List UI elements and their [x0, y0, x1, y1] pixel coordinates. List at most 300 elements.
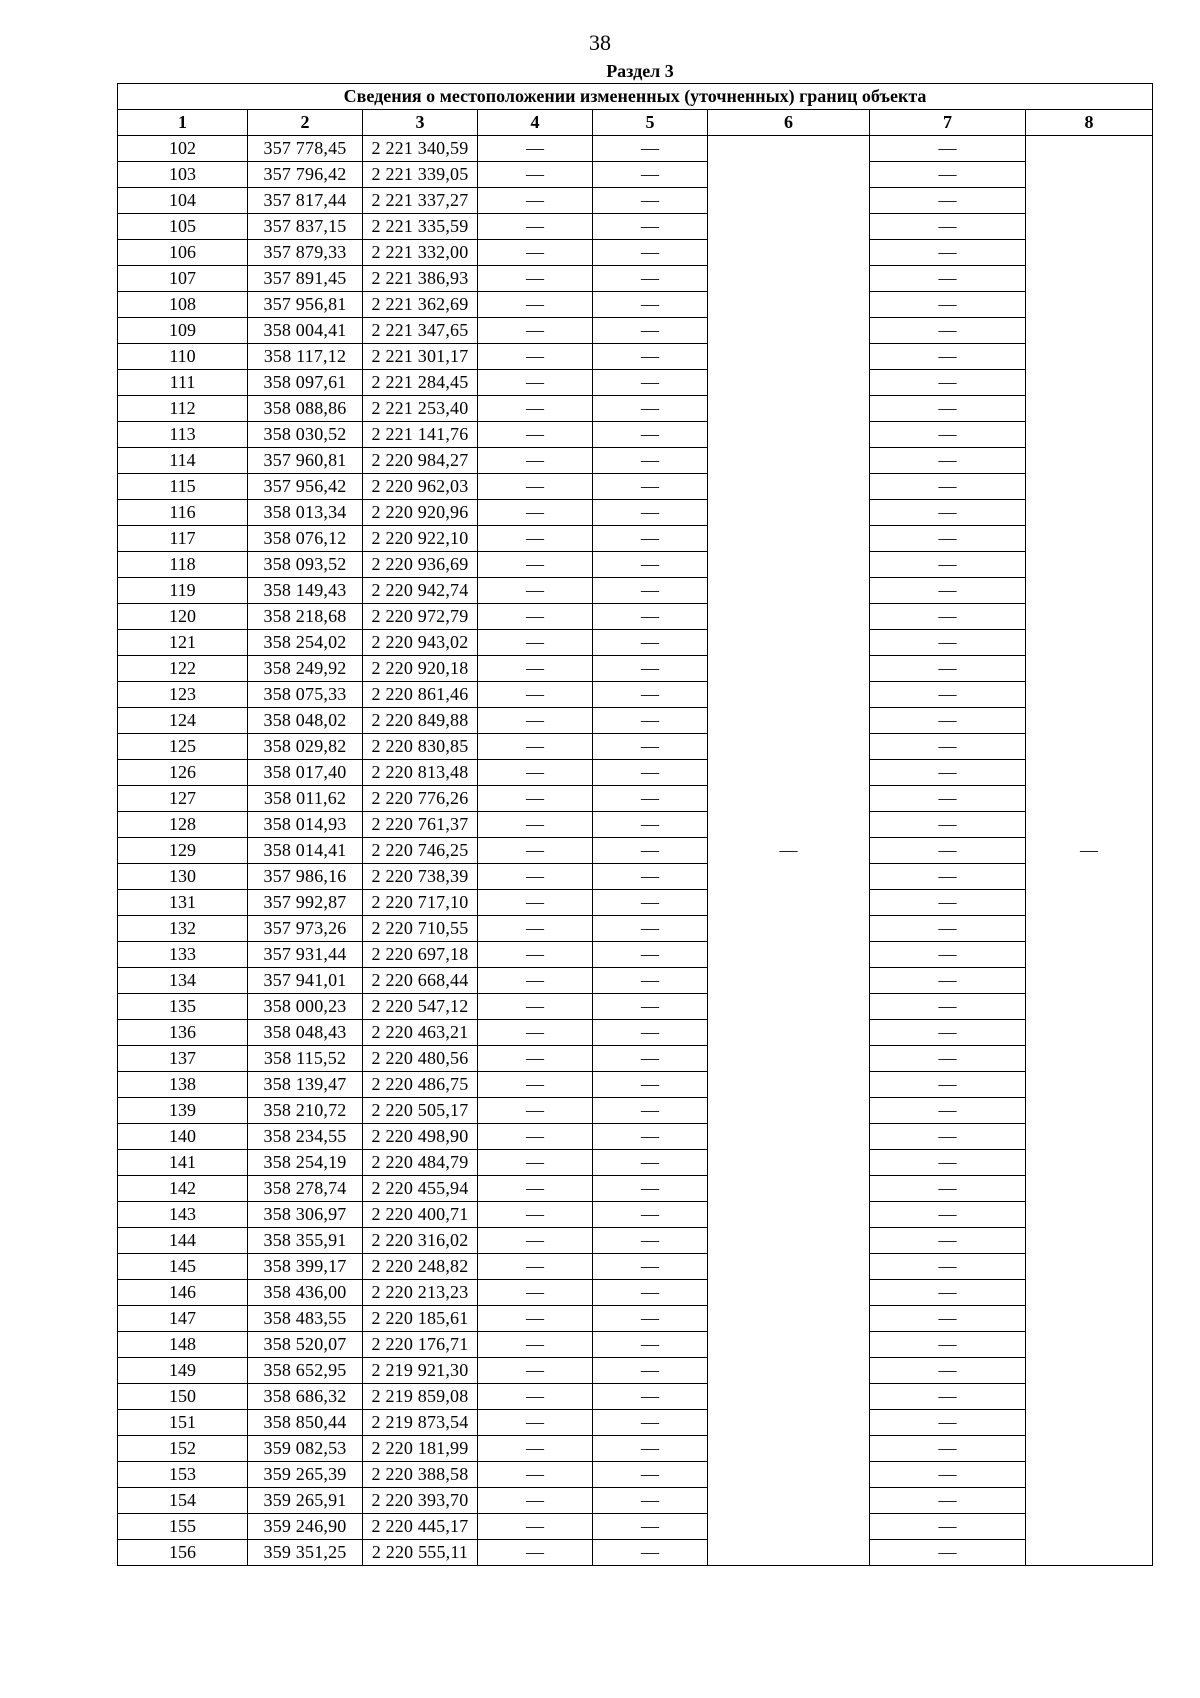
column-4-dash-cell: — — [478, 864, 593, 890]
column-7-dash-cell: — — [870, 1280, 1026, 1306]
point-number-cell: 124 — [118, 708, 248, 734]
table-row — [118, 266, 1153, 292]
column-7-dash-cell: — — [870, 1202, 1026, 1228]
point-number-cell: 123 — [118, 682, 248, 708]
coordinate-x-cell: 358 004,41 — [248, 318, 363, 344]
column-7-dash-cell: — — [870, 1098, 1026, 1124]
column-7-dash-cell: — — [870, 136, 1026, 162]
column-7-dash-cell: — — [870, 916, 1026, 942]
table-row — [118, 188, 1153, 214]
point-number-cell: 131 — [118, 890, 248, 916]
point-number-cell: 104 — [118, 188, 248, 214]
table-row — [118, 396, 1153, 422]
column-header-8: 8 — [1026, 110, 1153, 136]
point-number-cell: 107 — [118, 266, 248, 292]
table-row — [118, 1332, 1153, 1358]
column-4-dash-cell: — — [478, 1332, 593, 1358]
column-4-dash-cell: — — [478, 630, 593, 656]
point-number-cell: 118 — [118, 552, 248, 578]
column-5-dash-cell: — — [593, 318, 708, 344]
column-4-dash-cell: — — [478, 1462, 593, 1488]
column-5-dash-cell: — — [593, 760, 708, 786]
column-5-dash-cell: — — [593, 344, 708, 370]
coordinate-y-cell: 2 220 936,69 — [363, 552, 478, 578]
coordinate-x-cell: 358 218,68 — [248, 604, 363, 630]
column-7-dash-cell: — — [870, 214, 1026, 240]
point-number-cell: 153 — [118, 1462, 248, 1488]
coordinate-x-cell: 358 254,19 — [248, 1150, 363, 1176]
column-5-dash-cell: — — [593, 682, 708, 708]
coordinate-x-cell: 358 048,02 — [248, 708, 363, 734]
point-number-cell: 139 — [118, 1098, 248, 1124]
coordinate-x-cell: 358 014,41 — [248, 838, 363, 864]
coordinate-x-cell: 357 778,45 — [248, 136, 363, 162]
column-7-dash-cell: — — [870, 942, 1026, 968]
coordinate-y-cell: 2 220 547,12 — [363, 994, 478, 1020]
table-row — [118, 552, 1153, 578]
table-row — [118, 630, 1153, 656]
column-7-dash-cell: — — [870, 1254, 1026, 1280]
table-row — [118, 370, 1153, 396]
coordinate-x-cell: 358 210,72 — [248, 1098, 363, 1124]
coordinate-y-cell: 2 220 710,55 — [363, 916, 478, 942]
point-number-cell: 136 — [118, 1020, 248, 1046]
coordinate-y-cell: 2 221 253,40 — [363, 396, 478, 422]
coordinate-y-cell: 2 220 486,75 — [363, 1072, 478, 1098]
column-4-dash-cell: — — [478, 240, 593, 266]
table-row — [118, 318, 1153, 344]
coordinate-y-cell: 2 221 335,59 — [363, 214, 478, 240]
point-number-cell: 110 — [118, 344, 248, 370]
coordinate-y-cell: 2 220 920,18 — [363, 656, 478, 682]
column-4-dash-cell: — — [478, 318, 593, 344]
column-5-dash-cell: — — [593, 1280, 708, 1306]
column-4-dash-cell: — — [478, 396, 593, 422]
table-row — [118, 864, 1153, 890]
column-5-dash-cell: — — [593, 1176, 708, 1202]
column-4-dash-cell: — — [478, 370, 593, 396]
point-number-cell: 106 — [118, 240, 248, 266]
column-7-dash-cell: — — [870, 318, 1026, 344]
column-7-dash-cell: — — [870, 240, 1026, 266]
coordinate-x-cell: 358 254,02 — [248, 630, 363, 656]
column-7-dash-cell: — — [870, 760, 1026, 786]
column-4-dash-cell: — — [478, 266, 593, 292]
column-4-dash-cell: — — [478, 500, 593, 526]
column-5-dash-cell: — — [593, 656, 708, 682]
column-5-dash-cell: — — [593, 422, 708, 448]
coordinate-x-cell: 358 097,61 — [248, 370, 363, 396]
column-7-dash-cell: — — [870, 396, 1026, 422]
column-4-dash-cell: — — [478, 1150, 593, 1176]
point-number-cell: 137 — [118, 1046, 248, 1072]
table-row — [118, 500, 1153, 526]
point-number-cell: 142 — [118, 1176, 248, 1202]
column-5-dash-cell: — — [593, 942, 708, 968]
table-row — [118, 1514, 1153, 1540]
column-7-dash-cell: — — [870, 1332, 1026, 1358]
column-5-dash-cell: — — [593, 968, 708, 994]
coordinate-x-cell: 358 652,95 — [248, 1358, 363, 1384]
point-number-cell: 105 — [118, 214, 248, 240]
point-number-cell: 144 — [118, 1228, 248, 1254]
column-4-dash-cell: — — [478, 578, 593, 604]
table-row — [118, 474, 1153, 500]
column-4-dash-cell: — — [478, 1514, 593, 1540]
coordinates-table — [117, 83, 1153, 1566]
coordinate-y-cell: 2 221 337,27 — [363, 188, 478, 214]
coordinate-x-cell: 358 048,43 — [248, 1020, 363, 1046]
column-5-dash-cell: — — [593, 1436, 708, 1462]
coordinate-x-cell: 358 030,52 — [248, 422, 363, 448]
table-row — [118, 1176, 1153, 1202]
column-7-dash-cell: — — [870, 1436, 1026, 1462]
table-row — [118, 578, 1153, 604]
column-5-dash-cell: — — [593, 890, 708, 916]
column-7-dash-cell: — — [870, 266, 1026, 292]
table-row — [118, 344, 1153, 370]
column-5-dash-cell: — — [593, 1306, 708, 1332]
coordinate-y-cell: 2 221 141,76 — [363, 422, 478, 448]
coordinate-x-cell: 358 520,07 — [248, 1332, 363, 1358]
table-row — [118, 1124, 1153, 1150]
coordinate-y-cell: 2 221 386,93 — [363, 266, 478, 292]
column-4-dash-cell: — — [478, 942, 593, 968]
point-number-cell: 149 — [118, 1358, 248, 1384]
coordinate-y-cell: 2 220 505,17 — [363, 1098, 478, 1124]
column-7-dash-cell: — — [870, 864, 1026, 890]
column-5-dash-cell: — — [593, 604, 708, 630]
column-4-dash-cell: — — [478, 552, 593, 578]
column-4-dash-cell: — — [478, 188, 593, 214]
point-number-cell: 112 — [118, 396, 248, 422]
coordinate-x-cell: 357 891,45 — [248, 266, 363, 292]
column-4-dash-cell: — — [478, 890, 593, 916]
column-5-dash-cell: — — [593, 1384, 708, 1410]
point-number-cell: 108 — [118, 292, 248, 318]
point-number-cell: 141 — [118, 1150, 248, 1176]
column-4-dash-cell: — — [478, 708, 593, 734]
column-4-dash-cell: — — [478, 682, 593, 708]
column-4-dash-cell: — — [478, 292, 593, 318]
table-row — [118, 136, 1153, 162]
column-5-dash-cell: — — [593, 1020, 708, 1046]
column-6-merged-cell: — — [708, 136, 870, 1566]
column-7-dash-cell: — — [870, 1150, 1026, 1176]
point-number-cell: 138 — [118, 1072, 248, 1098]
coordinate-x-cell: 359 351,25 — [248, 1540, 363, 1566]
column-4-dash-cell: — — [478, 526, 593, 552]
coordinate-x-cell: 358 139,47 — [248, 1072, 363, 1098]
table-row — [118, 526, 1153, 552]
coordinate-x-cell: 357 956,81 — [248, 292, 363, 318]
column-5-dash-cell: — — [593, 188, 708, 214]
column-7-dash-cell: — — [870, 448, 1026, 474]
coordinate-y-cell: 2 220 746,25 — [363, 838, 478, 864]
coordinate-x-cell: 358 017,40 — [248, 760, 363, 786]
point-number-cell: 128 — [118, 812, 248, 838]
point-number-cell: 102 — [118, 136, 248, 162]
coordinate-y-cell: 2 221 339,05 — [363, 162, 478, 188]
table-row — [118, 1202, 1153, 1228]
coordinate-y-cell: 2 221 347,65 — [363, 318, 478, 344]
column-4-dash-cell: — — [478, 448, 593, 474]
coordinate-x-cell: 358 117,12 — [248, 344, 363, 370]
column-5-dash-cell: — — [593, 448, 708, 474]
coordinate-y-cell: 2 220 830,85 — [363, 734, 478, 760]
table-row — [118, 1098, 1153, 1124]
column-7-dash-cell: — — [870, 786, 1026, 812]
coordinate-x-cell: 357 992,87 — [248, 890, 363, 916]
coordinate-x-cell: 358 029,82 — [248, 734, 363, 760]
coordinate-x-cell: 358 850,44 — [248, 1410, 363, 1436]
coordinate-x-cell: 358 093,52 — [248, 552, 363, 578]
column-7-dash-cell: — — [870, 500, 1026, 526]
page-number: 38 — [589, 30, 611, 55]
table-row — [118, 1358, 1153, 1384]
column-5-dash-cell: — — [593, 864, 708, 890]
column-5-dash-cell: — — [593, 1202, 708, 1228]
column-7-dash-cell: — — [870, 578, 1026, 604]
point-number-cell: 130 — [118, 864, 248, 890]
table-row — [118, 422, 1153, 448]
column-5-dash-cell: — — [593, 630, 708, 656]
point-number-cell: 133 — [118, 942, 248, 968]
column-7-dash-cell: — — [870, 370, 1026, 396]
column-header-7: 7 — [870, 110, 1026, 136]
column-5-dash-cell: — — [593, 136, 708, 162]
column-5-dash-cell: — — [593, 1332, 708, 1358]
coordinate-y-cell: 2 219 873,54 — [363, 1410, 478, 1436]
point-number-cell: 109 — [118, 318, 248, 344]
coordinate-y-cell: 2 220 480,56 — [363, 1046, 478, 1072]
table-row — [118, 1072, 1153, 1098]
column-5-dash-cell: — — [593, 734, 708, 760]
column-header-2: 2 — [248, 110, 363, 136]
coordinate-x-cell: 358 075,33 — [248, 682, 363, 708]
column-4-dash-cell: — — [478, 1202, 593, 1228]
table-body — [118, 136, 1153, 1566]
column-5-dash-cell: — — [593, 1358, 708, 1384]
column-7-dash-cell: — — [870, 630, 1026, 656]
column-5-dash-cell: — — [593, 396, 708, 422]
column-8-merged-cell: — — [1026, 136, 1153, 1566]
coordinate-y-cell: 2 220 943,02 — [363, 630, 478, 656]
coordinate-y-cell: 2 220 213,23 — [363, 1280, 478, 1306]
coordinate-y-cell: 2 220 388,58 — [363, 1462, 478, 1488]
coordinate-y-cell: 2 220 738,39 — [363, 864, 478, 890]
coordinate-y-cell: 2 220 555,11 — [363, 1540, 478, 1566]
table-row — [118, 1020, 1153, 1046]
column-7-dash-cell: — — [870, 1514, 1026, 1540]
coordinate-y-cell: 2 220 962,03 — [363, 474, 478, 500]
coordinate-x-cell: 358 249,92 — [248, 656, 363, 682]
table-row — [118, 812, 1153, 838]
point-number-cell: 114 — [118, 448, 248, 474]
coordinate-x-cell: 358 115,52 — [248, 1046, 363, 1072]
coordinate-x-cell: 358 483,55 — [248, 1306, 363, 1332]
column-7-dash-cell: — — [870, 1384, 1026, 1410]
column-4-dash-cell: — — [478, 422, 593, 448]
column-7-dash-cell: — — [870, 1462, 1026, 1488]
column-5-dash-cell: — — [593, 1488, 708, 1514]
point-number-cell: 113 — [118, 422, 248, 448]
coordinate-x-cell: 357 960,81 — [248, 448, 363, 474]
coordinate-y-cell: 2 220 984,27 — [363, 448, 478, 474]
column-5-dash-cell: — — [593, 162, 708, 188]
column-7-dash-cell: — — [870, 604, 1026, 630]
table-row — [118, 1306, 1153, 1332]
point-number-cell: 120 — [118, 604, 248, 630]
column-4-dash-cell: — — [478, 214, 593, 240]
column-5-dash-cell: — — [593, 1046, 708, 1072]
coordinate-y-cell: 2 220 861,46 — [363, 682, 478, 708]
column-7-dash-cell: — — [870, 1046, 1026, 1072]
column-7-dash-cell: — — [870, 1540, 1026, 1566]
column-5-dash-cell: — — [593, 240, 708, 266]
coordinate-x-cell: 359 246,90 — [248, 1514, 363, 1540]
column-5-dash-cell: — — [593, 1462, 708, 1488]
table-row — [118, 1280, 1153, 1306]
table-row — [118, 240, 1153, 266]
column-7-dash-cell: — — [870, 1020, 1026, 1046]
column-5-dash-cell: — — [593, 1410, 708, 1436]
coordinate-y-cell: 2 220 972,79 — [363, 604, 478, 630]
point-number-cell: 148 — [118, 1332, 248, 1358]
point-number-cell: 132 — [118, 916, 248, 942]
column-5-dash-cell: — — [593, 1124, 708, 1150]
column-5-dash-cell: — — [593, 292, 708, 318]
column-7-dash-cell: — — [870, 734, 1026, 760]
coordinate-y-cell: 2 221 284,45 — [363, 370, 478, 396]
coordinate-y-cell: 2 220 445,17 — [363, 1514, 478, 1540]
coordinate-y-cell: 2 220 813,48 — [363, 760, 478, 786]
coordinate-x-cell: 357 941,01 — [248, 968, 363, 994]
point-number-cell: 146 — [118, 1280, 248, 1306]
coordinate-x-cell: 358 234,55 — [248, 1124, 363, 1150]
column-4-dash-cell: — — [478, 474, 593, 500]
coordinate-y-cell: 2 219 921,30 — [363, 1358, 478, 1384]
coordinate-x-cell: 359 082,53 — [248, 1436, 363, 1462]
coordinate-y-cell: 2 220 697,18 — [363, 942, 478, 968]
point-number-cell: 103 — [118, 162, 248, 188]
coordinate-x-cell: 358 088,86 — [248, 396, 363, 422]
coordinate-y-cell: 2 220 668,44 — [363, 968, 478, 994]
column-7-dash-cell: — — [870, 1306, 1026, 1332]
column-4-dash-cell: — — [478, 1488, 593, 1514]
coordinate-x-cell: 357 986,16 — [248, 864, 363, 890]
column-5-dash-cell: — — [593, 266, 708, 292]
column-4-dash-cell: — — [478, 1280, 593, 1306]
coordinate-y-cell: 2 220 185,61 — [363, 1306, 478, 1332]
table-row — [118, 1150, 1153, 1176]
point-number-cell: 122 — [118, 656, 248, 682]
column-5-dash-cell: — — [593, 1540, 708, 1566]
column-7-dash-cell: — — [870, 526, 1026, 552]
coordinate-y-cell: 2 220 922,10 — [363, 526, 478, 552]
column-5-dash-cell: — — [593, 552, 708, 578]
table-row — [118, 448, 1153, 474]
point-number-cell: 140 — [118, 1124, 248, 1150]
section-title: Раздел 3 — [606, 61, 674, 81]
coordinate-x-cell: 358 013,34 — [248, 500, 363, 526]
column-7-dash-cell: — — [870, 682, 1026, 708]
coordinate-x-cell: 358 000,23 — [248, 994, 363, 1020]
coordinate-x-cell: 358 306,97 — [248, 1202, 363, 1228]
column-4-dash-cell: — — [478, 916, 593, 942]
column-5-dash-cell: — — [593, 1098, 708, 1124]
column-5-dash-cell: — — [593, 812, 708, 838]
coordinate-x-cell: 357 931,44 — [248, 942, 363, 968]
column-4-dash-cell: — — [478, 1358, 593, 1384]
column-7-dash-cell: — — [870, 1124, 1026, 1150]
coordinate-y-cell: 2 221 332,00 — [363, 240, 478, 266]
column-4-dash-cell: — — [478, 1020, 593, 1046]
column-5-dash-cell: — — [593, 1254, 708, 1280]
coordinate-x-cell: 357 796,42 — [248, 162, 363, 188]
column-5-dash-cell: — — [593, 1150, 708, 1176]
column-4-dash-cell: — — [478, 1384, 593, 1410]
point-number-cell: 117 — [118, 526, 248, 552]
column-5-dash-cell: — — [593, 370, 708, 396]
column-5-dash-cell: — — [593, 578, 708, 604]
coordinate-x-cell: 358 436,00 — [248, 1280, 363, 1306]
column-5-dash-cell: — — [593, 500, 708, 526]
coordinate-y-cell: 2 220 942,74 — [363, 578, 478, 604]
point-number-cell: 147 — [118, 1306, 248, 1332]
table-row — [118, 656, 1153, 682]
coordinate-y-cell: 2 220 455,94 — [363, 1176, 478, 1202]
column-5-dash-cell: — — [593, 994, 708, 1020]
column-5-dash-cell: — — [593, 708, 708, 734]
table-row — [118, 734, 1153, 760]
table-row — [118, 292, 1153, 318]
point-number-cell: 156 — [118, 1540, 248, 1566]
table-row — [118, 214, 1153, 240]
column-4-dash-cell: — — [478, 838, 593, 864]
coordinate-y-cell: 2 220 498,90 — [363, 1124, 478, 1150]
column-4-dash-cell: — — [478, 1540, 593, 1566]
table-row — [118, 1046, 1153, 1072]
table-row — [118, 1436, 1153, 1462]
column-4-dash-cell: — — [478, 1176, 593, 1202]
column-header-6: 6 — [708, 110, 870, 136]
coordinate-y-cell: 2 220 761,37 — [363, 812, 478, 838]
column-5-dash-cell: — — [593, 786, 708, 812]
column-7-dash-cell: — — [870, 422, 1026, 448]
point-number-cell: 129 — [118, 838, 248, 864]
column-7-dash-cell: — — [870, 656, 1026, 682]
point-number-cell: 151 — [118, 1410, 248, 1436]
table-row — [118, 1540, 1153, 1566]
table-row — [118, 1410, 1153, 1436]
coordinate-x-cell: 358 686,32 — [248, 1384, 363, 1410]
coordinate-y-cell: 2 220 393,70 — [363, 1488, 478, 1514]
table-row — [118, 1228, 1153, 1254]
column-4-dash-cell: — — [478, 994, 593, 1020]
point-number-cell: 116 — [118, 500, 248, 526]
coordinate-x-cell: 358 076,12 — [248, 526, 363, 552]
column-4-dash-cell: — — [478, 1306, 593, 1332]
coordinate-x-cell: 357 956,42 — [248, 474, 363, 500]
column-5-dash-cell: — — [593, 474, 708, 500]
coordinate-x-cell: 357 817,44 — [248, 188, 363, 214]
table-row — [118, 942, 1153, 968]
coordinate-y-cell: 2 220 400,71 — [363, 1202, 478, 1228]
point-number-cell: 126 — [118, 760, 248, 786]
column-4-dash-cell: — — [478, 968, 593, 994]
coordinate-y-cell: 2 220 463,21 — [363, 1020, 478, 1046]
